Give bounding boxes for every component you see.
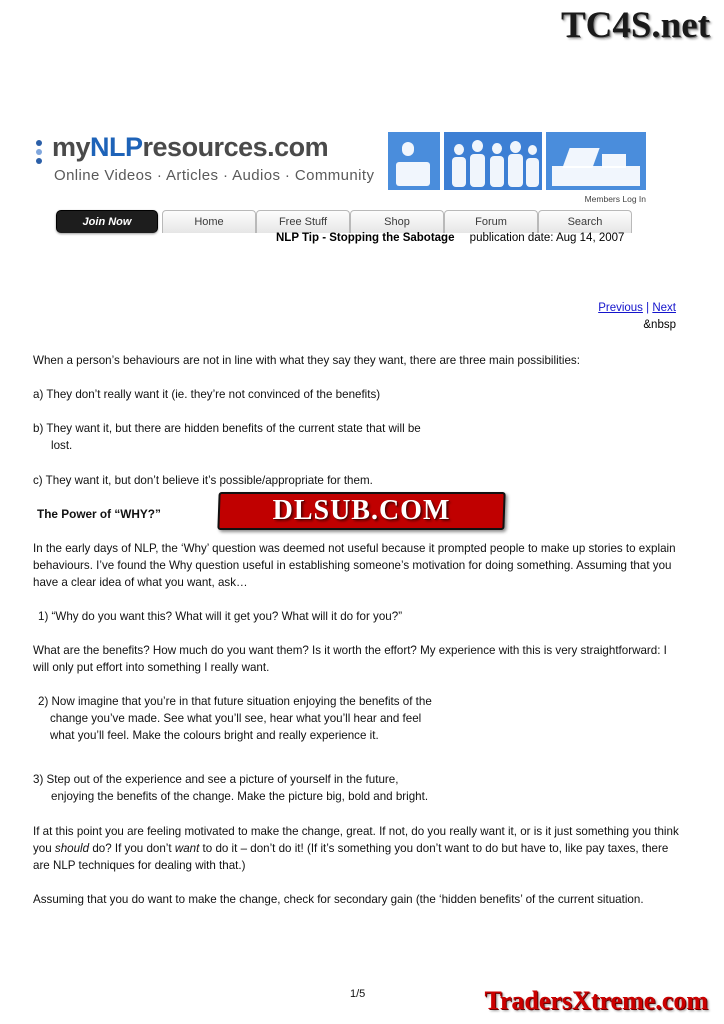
logo-title bbox=[52, 132, 328, 163]
list-item-b bbox=[33, 420, 683, 454]
paragraph-early-days: In the early days of NLP, the ‘Why’ question was deemed not useful because it prompted people to make up stories to explain behaviours. I’ve found the Why question useful in establishing someone’s motivation for doing something. Assuming that you have a clear idea of what you want, ask… bbox=[33, 542, 676, 589]
logo-text-my: my bbox=[52, 132, 91, 162]
page-number: 1/5 bbox=[350, 988, 366, 1000]
logo-text-nlp: NLP bbox=[90, 132, 143, 162]
nbsp-text: &nbsp bbox=[643, 319, 676, 331]
logo-tagline: Online Videos · Articles · Audios · Community bbox=[54, 167, 375, 184]
nav-home[interactable]: Home bbox=[162, 210, 256, 233]
banner-photos bbox=[388, 132, 646, 204]
paragraph-motivated bbox=[33, 823, 683, 874]
motivated-text-c: to do it – don’t do it! (If it’s something you don’t want to do but have to, like pay taxes, there are NLP techniques for dealing with that.) bbox=[33, 842, 669, 872]
question-2 bbox=[33, 693, 683, 744]
motivated-emph-want: want bbox=[174, 842, 200, 855]
watermark-dlsub-text: DLSUB.COM bbox=[272, 495, 451, 526]
motivated-emph-should: should bbox=[54, 842, 90, 855]
paragraph-secondary-gain: Assuming that you do want to make the change, check for secondary gain (the ‘hidden benefits’ of the current situation. bbox=[33, 893, 644, 906]
logo-dots-icon bbox=[36, 140, 48, 170]
question-3-line1: 3) Step out of the experience and see a picture of yourself in the future, bbox=[33, 773, 399, 786]
pager-separator: | bbox=[646, 302, 650, 314]
list-item-c: c) They want it, but don’t believe it’s possible/appropriate for them. bbox=[33, 474, 373, 487]
list-item-a: a) They don’t really want it (ie. they’re not convinced of the benefits) bbox=[33, 388, 381, 401]
question-2-line1: 2) Now imagine that you’re in that future situation enjoying the benefits of the bbox=[38, 695, 432, 708]
question-2-line2: change you’ve made. See what you’ll see, hear what you’ll hear and feel bbox=[50, 712, 422, 725]
paragraph-benefits: What are the benefits? How much do you want them? Is it worth the effort? My experience with this is very straightforward: I will only put effort into something I really want. bbox=[33, 644, 667, 674]
watermark-tc4s: TC4S.net bbox=[560, 5, 710, 46]
motivated-text-a: If at this point you are feeling motivated to make the change, great. If not, do you really want it, or is it just something you think you bbox=[33, 825, 679, 855]
watermark-dlsub bbox=[218, 492, 505, 530]
members-login-link[interactable]: Members Log In bbox=[584, 194, 646, 204]
section-heading-power-of-why: The Power of “WHY?” bbox=[37, 507, 161, 521]
watermark-tradersxtreme: TradersXtreme.com bbox=[484, 986, 708, 1015]
nav-forum[interactable]: Forum bbox=[444, 210, 538, 233]
article-title: NLP Tip - Stopping the Sabotage bbox=[276, 232, 455, 244]
banner-photo-3 bbox=[546, 132, 646, 190]
logo-text-resources: resources.com bbox=[142, 132, 329, 162]
motivated-text-b: do? If you don’t bbox=[89, 842, 175, 855]
question-3-line2: enjoying the benefits of the change. Make the picture big, bold and bright. bbox=[51, 790, 429, 803]
question-1: 1) “Why do you want this? What will it get you? What will it do for you?” bbox=[38, 610, 403, 623]
article-body bbox=[33, 352, 683, 925]
question-3 bbox=[33, 771, 683, 805]
article-pager bbox=[598, 302, 676, 314]
nav-shop[interactable]: Shop bbox=[350, 210, 444, 233]
article-header bbox=[276, 232, 624, 244]
list-item-b-line2: lost. bbox=[51, 439, 73, 452]
paragraph-intro: When a person’s behaviours are not in line with what they say they want, there are three main possibilities: bbox=[33, 354, 580, 367]
question-2-line3: what you’ll feel. Make the colours bright and really experience it. bbox=[50, 729, 379, 742]
previous-link[interactable]: Previous bbox=[598, 302, 643, 314]
list-item-b-line1: b) They want it, but there are hidden benefits of the current state that will be bbox=[33, 422, 421, 435]
banner-photo-2 bbox=[444, 132, 542, 190]
site-header bbox=[36, 132, 646, 237]
nav-free-stuff[interactable]: Free Stuff bbox=[256, 210, 350, 233]
banner-photo-1 bbox=[388, 132, 440, 190]
nav-join-now[interactable]: Join Now bbox=[56, 210, 158, 233]
nav-search[interactable]: Search bbox=[538, 210, 632, 233]
next-link[interactable]: Next bbox=[652, 302, 676, 314]
article-publication-date: publication date: Aug 14, 2007 bbox=[469, 232, 625, 244]
